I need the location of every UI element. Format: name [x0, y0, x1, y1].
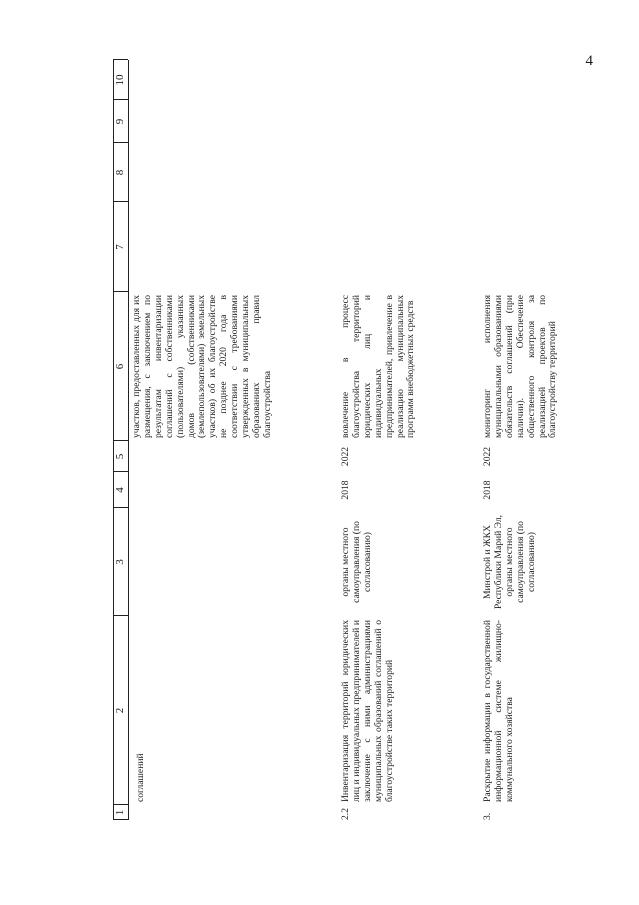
header-cell-1: 1: [114, 809, 126, 816]
header-cell-10: 10: [114, 74, 126, 86]
header-cell-6: 6: [114, 363, 126, 370]
result-cell: участков, предоставленных для их размещения, с заключением по результатам инвентаризации соглашений с собственниками (пользователями) указанных домов (собственниками (землепользователями) земельных участков) об их благоустройстве не позднее 2020 года в соответствии с требованиями утвержденных в муниципальных образованиях правил благоустройства: [131, 295, 273, 438]
header-cell-4: 4: [114, 487, 126, 493]
rotated-table: [113, 60, 639, 820]
header-cell-5: 5: [114, 453, 126, 460]
start-year-cell: 2018: [482, 480, 493, 500]
page-number: 4: [585, 53, 593, 69]
row-number: 3.: [482, 812, 493, 820]
result-cell: вовлечение в процесс благоустройства территорий юридических лиц и индивидуальных предпринимателей, привлечение в реализацию муниципальных программ внебюджетных средств: [340, 295, 417, 438]
header-cell-7: 7: [114, 244, 126, 250]
executor-cell: Минстрой и ЖКХ Республики Марий Эл, органы местного самоуправления (по согласованию): [482, 514, 537, 610]
executor-cell: органы местного самоуправления (по согласованию): [340, 521, 373, 603]
measure-cell: соглашений: [135, 753, 146, 802]
end-year-cell: 2022: [482, 446, 493, 467]
end-year-cell: 2022: [340, 446, 351, 467]
header-cell-2: 2: [114, 707, 126, 714]
row-number: 2.2: [340, 808, 351, 820]
measure-cell: Инвентаризация территорий юридических лиц и индивидуальных предпринимателей и заключение с ними администрациями муниципальных образований соглашений о благоустройстве таких территорий: [340, 620, 395, 802]
result-cell: мониторинг исполнения муниципальными образованиями обязательств соглашений (при наличии). Обеспечение общественного контроля за реализацией проектов по благоустройству территорий: [482, 295, 559, 438]
header-cell-8: 8: [114, 169, 126, 176]
header-cell-3: 3: [114, 559, 126, 565]
header-bottom-rule: [128, 60, 129, 820]
start-year-cell: 2018: [340, 480, 351, 500]
header-cell-9: 9: [114, 118, 126, 125]
measure-cell: Раскрытие информации в государственной информационной системе жилищно-коммунального хозяйства: [482, 620, 515, 802]
